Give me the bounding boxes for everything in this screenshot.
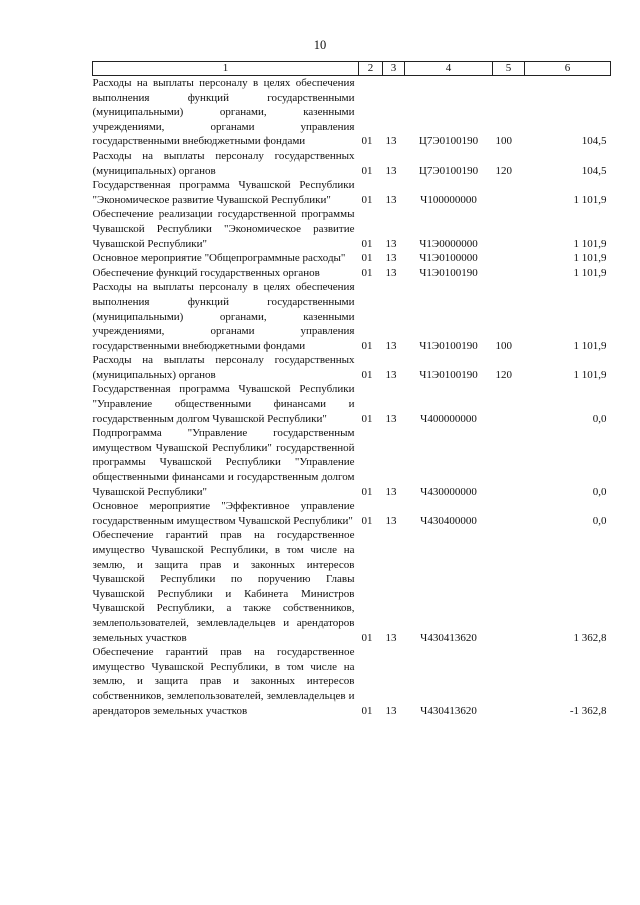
row-amount: 0,0 [592,514,607,527]
table-row [93,353,611,382]
row-expense-type [493,178,525,207]
row-target-code: Ч400000000 [420,412,477,425]
row-amount: 0,0 [592,412,607,425]
row-section: 01 [361,266,373,279]
row-section: 01 [361,368,373,381]
row-subsection: 13 [385,135,397,148]
row-section: 01 [361,514,373,527]
row-target-code: Ч1Э0100190 [419,266,478,279]
row-amount: 1 101,9 [573,339,607,352]
row-target-code: Ч100000000 [420,193,477,206]
row-section: 01 [361,252,373,265]
expenditure-table [92,61,611,718]
row-expense-type: 120 [495,368,512,381]
row-target-code: Ч430000000 [420,485,477,498]
table-row [93,266,611,281]
row-expense-type [493,426,525,499]
row-expense-type [493,207,525,251]
table-header-row [93,62,611,76]
table-row [93,528,611,645]
row-target-code: Ч430400000 [420,514,477,527]
header-col-4: 4 [405,62,493,76]
row-subsection: 13 [385,368,397,381]
table-row [93,382,611,426]
row-name: Расходы на выплаты персоналу государственных (муниципальных) органов [92,149,355,177]
row-amount: 1 101,9 [573,237,607,250]
row-subsection: 13 [385,266,397,279]
header-col-3: 3 [383,62,405,76]
table-row [93,499,611,528]
row-amount: 104,5 [581,135,607,148]
row-name: Основное мероприятие "Общепрограммные расходы" [92,252,346,265]
row-subsection: 13 [385,631,397,644]
row-subsection: 13 [385,164,397,177]
row-name: Расходы на выплаты персоналу государственных (муниципальных) органов [92,354,355,381]
row-target-code: Ч1Э0100190 [419,368,478,381]
row-amount: 104,5 [581,164,607,177]
row-target-code: Ц7Э0100190 [418,164,479,177]
row-subsection: 13 [385,412,397,425]
row-amount: 1 101,9 [573,266,607,279]
row-subsection: 13 [385,514,397,527]
row-section: 01 [361,339,373,352]
table-row [93,280,611,353]
row-target-code: Ч1Э0100190 [419,339,478,352]
table-row [93,178,611,207]
row-name: Основное мероприятие "Эффективное управление государственным имуществом Чувашской Республики" [92,500,355,527]
row-name: Расходы на выплаты персоналу в целях обеспечения выполнения функций государственными (муниципальными) органами, казенными учреждениями, органами управления государственными внебюджетными фондами [92,77,355,148]
row-expense-type: 100 [495,135,512,148]
row-amount: 1 101,9 [573,368,607,381]
row-name: Расходы на выплаты персоналу в целях обеспечения выполнения функций государственными (муниципальными) органами, казенными учреждениями, органами управления государственными внебюджетными фондами [92,281,355,352]
row-name: Государственная программа Чувашской Республики "Управление общественными финансами и государственным долгом Чувашской Республики" [92,383,355,425]
row-target-code: Ч1Э0100000 [419,252,478,265]
row-name: Обеспечение гарантий прав на государственное имущество Чувашской Республики, в том числе на землю, и защита прав и законных интересов собственников, землепользователей, землевладельцев и арендаторов земельных участков [92,646,355,717]
row-expense-type: 100 [495,339,512,352]
row-name: Подпрограмма "Управление государственным имуществом Чувашской Республики" государственной программы Чувашской Республики "Управление общественными финансами и государственным долгом Чувашской Республики" [92,427,355,498]
row-subsection: 13 [385,252,397,265]
row-section: 01 [361,485,373,498]
row-name: Государственная программа Чувашской Республики "Экономическое развитие Чувашской Республики" [92,179,355,206]
row-expense-type [493,645,525,718]
row-subsection: 13 [385,237,397,250]
table-row [93,426,611,499]
row-section: 01 [361,704,373,717]
row-amount: 0,0 [592,485,607,498]
row-section: 01 [361,412,373,425]
row-subsection: 13 [385,193,397,206]
row-expense-type [493,266,525,281]
page-number: 10 [313,38,327,52]
row-subsection: 13 [385,704,397,717]
table-row [93,207,611,251]
row-target-code: Ч1Э0000000 [419,237,478,250]
table-row [93,76,611,149]
row-target-code: Ц7Э0100190 [418,135,479,148]
row-section: 01 [361,135,373,148]
header-col-1: 1 [93,62,359,76]
row-name: Обеспечение функций государственных органов [92,266,320,279]
header-col-2: 2 [359,62,383,76]
row-subsection: 13 [385,339,397,352]
row-name: Обеспечение гарантий прав на государственное имущество Чувашской Республики, в том числе на землю, и защита прав и законных интересов Чувашской Республики по поручению Главы Чувашской Республики и Кабинета Министров Чувашской Республики, а также собственников, землепользователей, землевладельцев и арендаторов земельных участков [92,529,355,644]
row-section: 01 [361,164,373,177]
row-expense-type: 120 [495,164,512,177]
row-expense-type [493,382,525,426]
row-expense-type [493,251,525,266]
row-expense-type [493,528,525,645]
row-amount: 1 101,9 [573,193,607,206]
row-section: 01 [361,237,373,250]
row-target-code: Ч430413620 [420,631,477,644]
row-target-code: Ч430413620 [420,704,477,717]
row-expense-type [493,499,525,528]
row-section: 01 [361,631,373,644]
row-amount: 1 101,9 [573,252,607,265]
row-name: Обеспечение реализации государственной программы Чувашской Республики "Экономическое развитие Чувашской Республики" [92,208,355,250]
header-col-5: 5 [493,62,525,76]
table-row [93,149,611,178]
row-amount: -1 362,8 [569,704,607,717]
row-subsection: 13 [385,485,397,498]
table-row [93,645,611,718]
row-amount: 1 362,8 [573,631,607,644]
header-col-6: 6 [525,62,611,76]
table-row [93,251,611,266]
row-section: 01 [361,193,373,206]
table-body [93,76,611,719]
